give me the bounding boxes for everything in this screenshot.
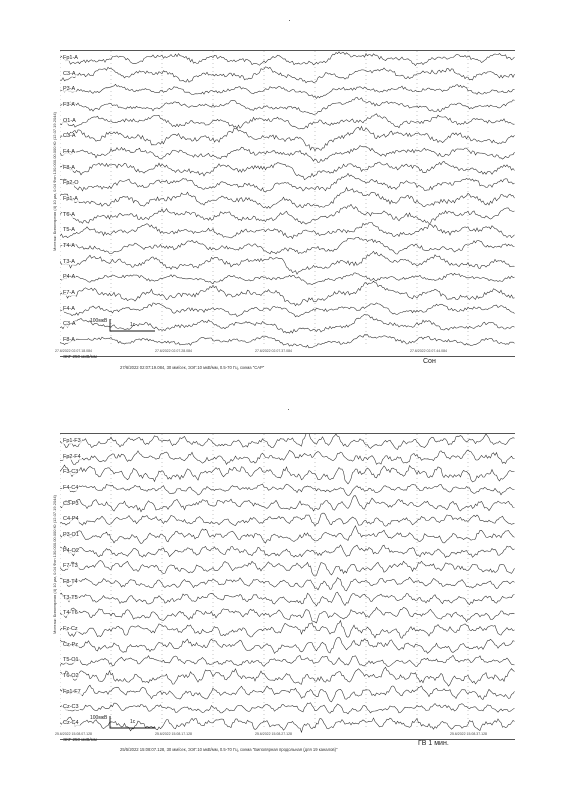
eeg-trace-c3-a <box>60 67 515 83</box>
montage-side-label: Монтаж: Биполярная (4) 10 µм, 0.04 Фон 130.000.00.000 Ю (12.07.19.2044) <box>52 495 57 634</box>
eeg-trace-t6-a <box>60 204 515 224</box>
channel-label: T4-A <box>63 243 75 249</box>
eeg-panel-sleep <box>52 50 515 357</box>
channel-label: Fp2-O <box>63 180 79 187</box>
channel-label: P4-O2 <box>63 547 79 554</box>
timestamp-2: 25.6/2022 15.08.17.128 <box>155 732 192 736</box>
ecg-scale-label: ЭКГ 250 мкВ/мм <box>63 354 97 359</box>
eeg-trace-o1-a <box>60 114 515 129</box>
eeg-trace-c3-a <box>60 314 515 333</box>
eeg-traces-hyperventilation <box>60 434 515 739</box>
eeg-trace-fp1-f3 <box>60 434 515 450</box>
channel-label: F7-A <box>63 290 75 296</box>
channel-label: F4-A <box>63 305 75 312</box>
scale-time: 1с <box>130 322 136 328</box>
eeg-trace-f4-c4 <box>60 484 515 496</box>
timestamp-3: 27.6/2022 02.07.37.084 <box>255 349 292 353</box>
eeg-trace-f8-a <box>60 161 515 179</box>
channel-label: P3-A <box>63 86 76 93</box>
eeg-traces-sleep <box>60 51 515 356</box>
eeg-trace-t5-o1 <box>60 655 515 666</box>
channel-label: F8-A <box>63 164 75 171</box>
channel-label: F8-T4 <box>63 579 78 585</box>
eeg-trace-fz-cz <box>60 621 515 639</box>
eeg-trace-cz-pz <box>60 637 515 653</box>
channel-label: F4-C4 <box>63 485 79 491</box>
eeg-trace-fp1-f7 <box>60 685 515 702</box>
channel-label: Fp1-F7 <box>63 688 81 695</box>
channel-label: Fp2-F4 <box>63 453 81 460</box>
channel-label: T5-A <box>63 227 75 234</box>
eeg-panel-hyperventilation <box>52 433 515 740</box>
state-label: ГВ 1 мин. <box>418 740 449 747</box>
channel-label: C4-P4 <box>63 516 79 523</box>
eeg-trace-fp2-o <box>60 173 515 192</box>
eeg-trace-c4-p4 <box>60 513 515 526</box>
eeg-trace-fp2-f4 <box>60 450 515 465</box>
timestamp-4: 27.6/2022 02.07.44.084 <box>410 349 447 353</box>
eeg-trace-f3-c3 <box>60 465 515 484</box>
channel-label: Fp1-F3 <box>63 438 81 444</box>
scan-dot <box>288 409 289 410</box>
eeg-trace-t6-o2 <box>60 667 515 686</box>
eeg-trace-fp1-a <box>60 188 515 209</box>
channel-label: F3-C3 <box>63 469 79 476</box>
timestamp-1: 25.6/2022 15.08.07.128 <box>55 732 92 736</box>
channel-label: C3-A <box>63 70 76 77</box>
channel-label: C3-A <box>63 321 76 328</box>
eeg-trace-f7-t3 <box>60 561 515 577</box>
channel-label: Cz-C3 <box>63 704 79 711</box>
eeg-trace-p4-a <box>60 273 515 285</box>
eeg-trace-f8-t4 <box>60 577 515 591</box>
eeg-trace-c3-a <box>60 126 515 150</box>
channel-label: P3-O1 <box>63 532 79 538</box>
channel-label: F3-A <box>63 102 75 108</box>
eeg-trace-t4-a <box>60 237 515 254</box>
channel-label: Cz-Pz <box>63 641 78 648</box>
recording-footer: 25/5/2022 15:08:07.128, 30 мм/сек, ЭЭГ:10 мкВ/мм, 0.5-70 Гц, схема "Биполярная продольная (для 19 каналов)" <box>120 747 338 752</box>
scale-amplitude: 100мкВ <box>90 318 108 324</box>
channel-label: C3-P3 <box>63 500 79 507</box>
channel-label: T3-T5 <box>63 594 78 601</box>
timestamp-2: 27.6/2022 02.07.28.084 <box>155 349 192 353</box>
channel-label: P4-A <box>63 274 76 281</box>
channel-label: T4-T6 <box>63 610 78 617</box>
channel-label: F4-A <box>63 149 75 155</box>
eeg-trace-cz-c3 <box>60 703 515 714</box>
eeg-trace-f7-a <box>60 281 515 306</box>
channel-label: T5-O1 <box>63 657 79 664</box>
channel-label: F7-T3 <box>63 563 78 570</box>
timestamp-1: 27.6/2022 02.07.18.084 <box>55 349 92 353</box>
ecg-scale-label: ЭКГ 250 мкВ/мм <box>63 737 97 742</box>
channel-label: Fp1-A <box>63 196 78 202</box>
channel-label: F8-A <box>63 337 75 343</box>
eeg-trace-t3-a <box>60 251 515 274</box>
channel-label: Cz-C4 <box>63 720 79 726</box>
timestamp-3: 25.6/2022 15.08.27.128 <box>255 732 292 736</box>
channel-label: T3-A <box>63 258 75 265</box>
eeg-trace-f4-a <box>60 303 515 317</box>
eeg-trace-cz-c4 <box>60 717 515 732</box>
eeg-trace-t5-a <box>60 223 515 239</box>
eeg-trace-t4-t6 <box>60 607 515 623</box>
scale-amplitude: 100мкВ <box>90 715 108 721</box>
eeg-trace-f3-a <box>60 97 515 114</box>
eeg-trace-c3-p3 <box>60 496 515 512</box>
scan-dot <box>289 20 290 21</box>
eeg-trace-fp1-a <box>60 52 515 66</box>
channel-label: O1-A <box>63 117 76 124</box>
channel-label: T6-A <box>63 211 75 218</box>
eeg-trace-p3-o1 <box>60 526 515 544</box>
channel-label: Fz-Cz <box>63 626 78 632</box>
state-label: Сон <box>423 358 436 365</box>
eeg-trace-f4-a <box>60 146 515 163</box>
channel-label: C3-A <box>63 133 76 140</box>
channel-label: Fp1-A <box>63 55 78 61</box>
eeg-trace-p3-a <box>60 84 515 98</box>
channel-label: T6-O2 <box>63 673 79 679</box>
timestamp-4: 25.6/2022 15.08.37.128 <box>450 732 487 736</box>
montage-side-label: Монтаж: Биполярная (4) 10 µм, 0.04 Фон 130.000.00.000 Ю (12.07.19.2044) <box>52 112 57 251</box>
eeg-trace-p4-o2 <box>60 545 515 558</box>
eeg-trace-f8-a <box>60 335 515 348</box>
recording-footer: 27/6/2022 02:07:19.084, 30 мм/сек, ЭЭГ:10 мкВ/мм, 0.5-70 Гц, схема "САР" <box>120 365 265 370</box>
scale-time: 1с <box>130 719 136 725</box>
eeg-trace-t3-t5 <box>60 592 515 606</box>
